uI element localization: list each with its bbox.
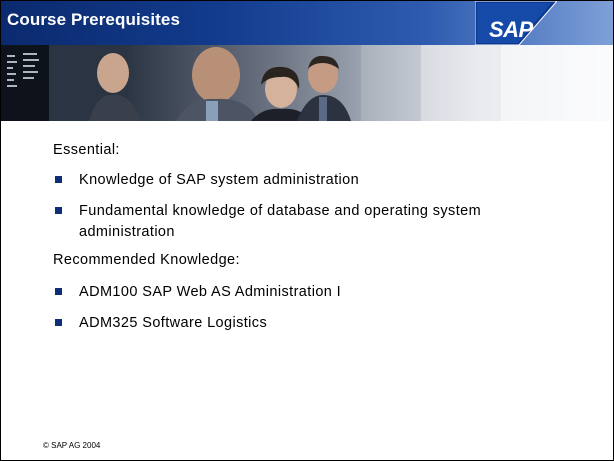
- bullet-square-icon: [55, 288, 62, 295]
- bullet-square-icon: [55, 207, 62, 214]
- bullet-square-icon: [55, 319, 62, 326]
- content-area: [1, 121, 613, 441]
- title-bar: [1, 1, 613, 45]
- list-item-text: ADM325 Software Logistics: [79, 315, 268, 331]
- sap-logo: [475, 1, 557, 45]
- bullet-square-icon: [55, 176, 62, 183]
- list-item-text: Knowledge of SAP system administration: [79, 172, 360, 188]
- recommended-heading: Recommended Knowledge:: [53, 252, 240, 268]
- slide-title: Course Prerequisites: [7, 10, 181, 29]
- copyright-footer: © SAP AG 2004: [43, 441, 101, 450]
- list-item-text: Fundamental knowledge of database and operating system administration: [79, 203, 482, 240]
- people-photo-image: [1, 45, 613, 121]
- essential-heading: Essential:: [53, 142, 120, 158]
- sap-logo-text: SAP: [489, 17, 533, 42]
- list-item-text: ADM100 SAP Web AS Administration I: [79, 284, 342, 300]
- photo-banner: [1, 45, 613, 121]
